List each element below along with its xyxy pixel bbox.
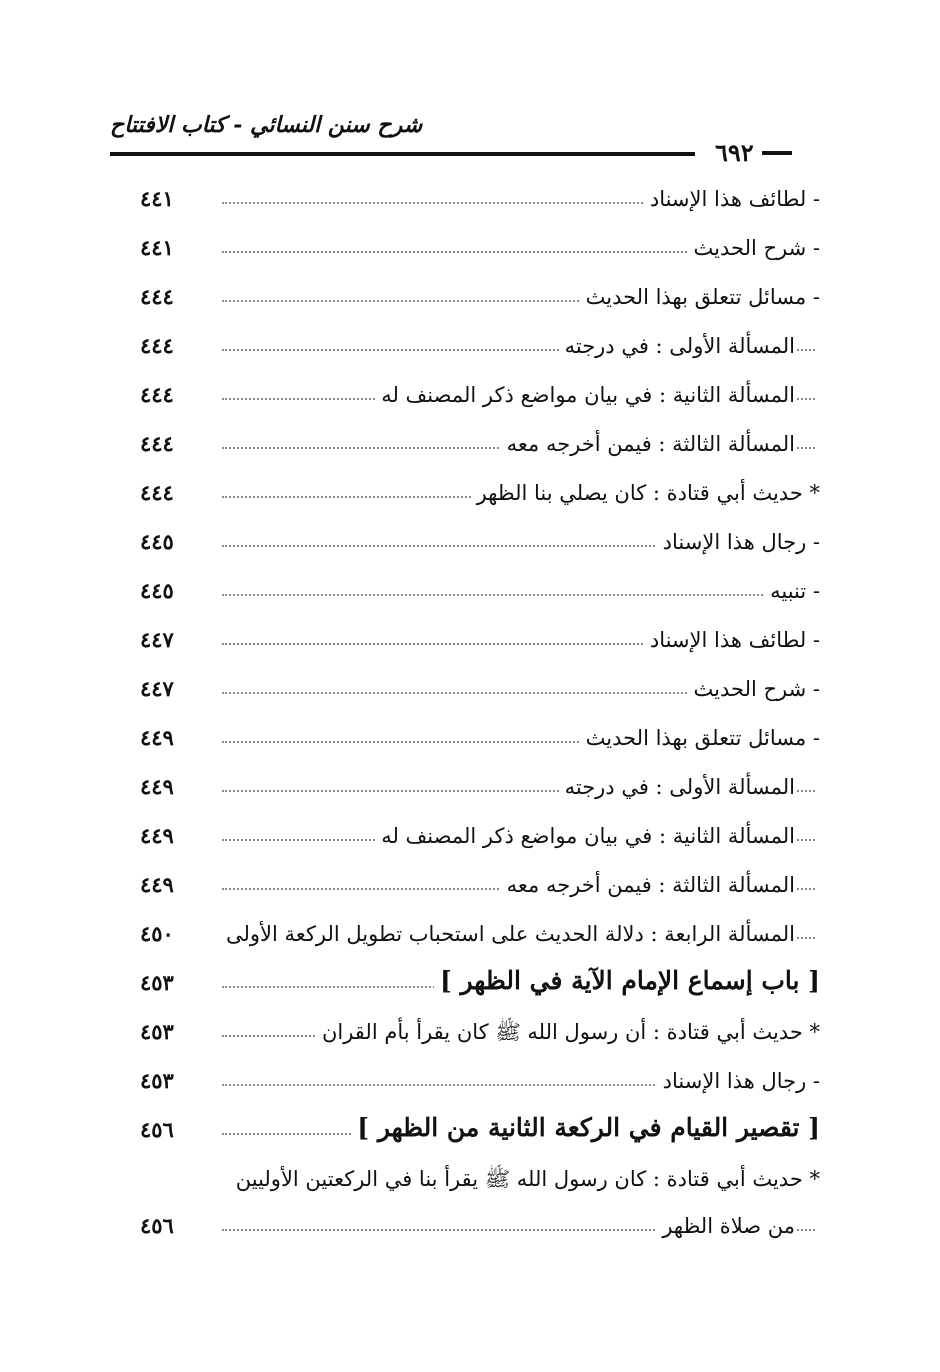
entry-page: ٤٥٦	[140, 1117, 174, 1142]
chapter-title: [ باب إسماع الإمام الآية في الظهر ]	[434, 966, 820, 996]
toc-entry	[0, 617, 940, 666]
entry-label: المسألة الأولى : في درجته	[559, 331, 795, 361]
entry-label: - رجال هذا الإسناد	[657, 527, 820, 557]
toc-entry	[0, 1058, 940, 1107]
entry-label: - رجال هذا الإسناد	[657, 1066, 820, 1096]
toc-entry	[0, 764, 940, 813]
toc-entry	[0, 813, 940, 862]
chapter-heading	[0, 1107, 940, 1156]
page-number-value: ٦٩٢	[715, 138, 754, 167]
entry-label: المسألة الثانية : في بيان مواضع ذكر المصنف له	[375, 821, 795, 851]
entry-label: * حديث أبي قتادة : كان يصلي بنا الظهر	[471, 478, 820, 508]
entry-label: - تنبيه	[764, 576, 820, 606]
entry-page: ٤٤٤	[140, 431, 174, 456]
entry-label: المسألة الرابعة : دلالة الحديث على استحباب تطويل الركعة الأولى	[220, 919, 795, 949]
entry-page: ٤٤١	[140, 235, 174, 260]
entry-label: - لطائف هذا الإسناد	[644, 184, 820, 214]
toc-entry	[0, 1009, 940, 1058]
toc-entry	[0, 911, 940, 960]
entry-page: ٤٥٣	[140, 970, 174, 995]
chapter-title: [ تقصير القيام في الركعة الثانية من الظهر ]	[351, 1113, 820, 1143]
entry-page: ٤٤٤	[140, 382, 174, 407]
entry-page: ٤٤٩	[140, 823, 174, 848]
entry-page: ٤٤٧	[140, 676, 174, 701]
entry-label: - شرح الحديث	[688, 233, 820, 263]
toc-entry	[0, 862, 940, 911]
entry-page: ٤٤٤	[140, 480, 174, 505]
entry-label: المسألة الثالثة : فيمن أخرجه معه	[501, 429, 795, 459]
table-of-contents	[0, 176, 940, 1252]
entry-page: ٤٤٩	[140, 872, 174, 897]
entry-label: * حديث أبي قتادة : كان رسول الله ﷺ يقرأ بنا في الركعتين الأوليين	[230, 1164, 820, 1194]
entry-page: ٤٥٣	[140, 1068, 174, 1093]
toc-entry	[0, 225, 940, 274]
toc-entry	[0, 421, 940, 470]
page-number-dash	[762, 151, 792, 155]
header-rule	[110, 152, 695, 156]
toc-entry	[0, 372, 940, 421]
dot-leader	[222, 594, 815, 596]
toc-entry-continuation	[0, 1203, 940, 1252]
entry-page: ٤٥٠	[140, 921, 174, 946]
entry-page: ٤٤٥	[140, 578, 174, 603]
toc-entry	[0, 519, 940, 568]
entry-label: المسألة الثالثة : فيمن أخرجه معه	[501, 870, 795, 900]
toc-entry	[0, 323, 940, 372]
toc-entry	[0, 470, 940, 519]
entry-page: ٤٤٥	[140, 529, 174, 554]
toc-entry	[0, 274, 940, 323]
book-title: شرح سنن النسائي - كتاب الافتتاح	[110, 112, 423, 138]
entry-label: - مسائل تتعلق بهذا الحديث	[580, 282, 820, 312]
entry-page: ٤٤٤	[140, 333, 174, 358]
toc-entry	[0, 1156, 940, 1203]
entry-label: من صلاة الظهر	[656, 1211, 795, 1241]
entry-page: ٤٤٩	[140, 774, 174, 799]
entry-page: ٤٤٧	[140, 627, 174, 652]
toc-entry	[0, 666, 940, 715]
entry-page: ٤٤٩	[140, 725, 174, 750]
entry-page: ٤٥٣	[140, 1019, 174, 1044]
entry-label: المسألة الثانية : في بيان مواضع ذكر المصنف له	[375, 380, 795, 410]
entry-page: ٤٤١	[140, 186, 174, 211]
entry-page: ٤٤٤	[140, 284, 174, 309]
entry-label: * حديث أبي قتادة : أن رسول الله ﷺ كان يقرأ بأم القران	[316, 1017, 820, 1047]
entry-label: - شرح الحديث	[688, 674, 820, 704]
toc-entry	[0, 176, 940, 225]
entry-label: المسألة الأولى : في درجته	[559, 772, 795, 802]
chapter-heading	[0, 960, 940, 1009]
entry-label: - لطائف هذا الإسناد	[644, 625, 820, 655]
page-number	[715, 138, 792, 167]
toc-entry	[0, 715, 940, 764]
toc-entry	[0, 568, 940, 617]
entry-page: ٤٥٦	[140, 1213, 174, 1238]
entry-label: - مسائل تتعلق بهذا الحديث	[580, 723, 820, 753]
